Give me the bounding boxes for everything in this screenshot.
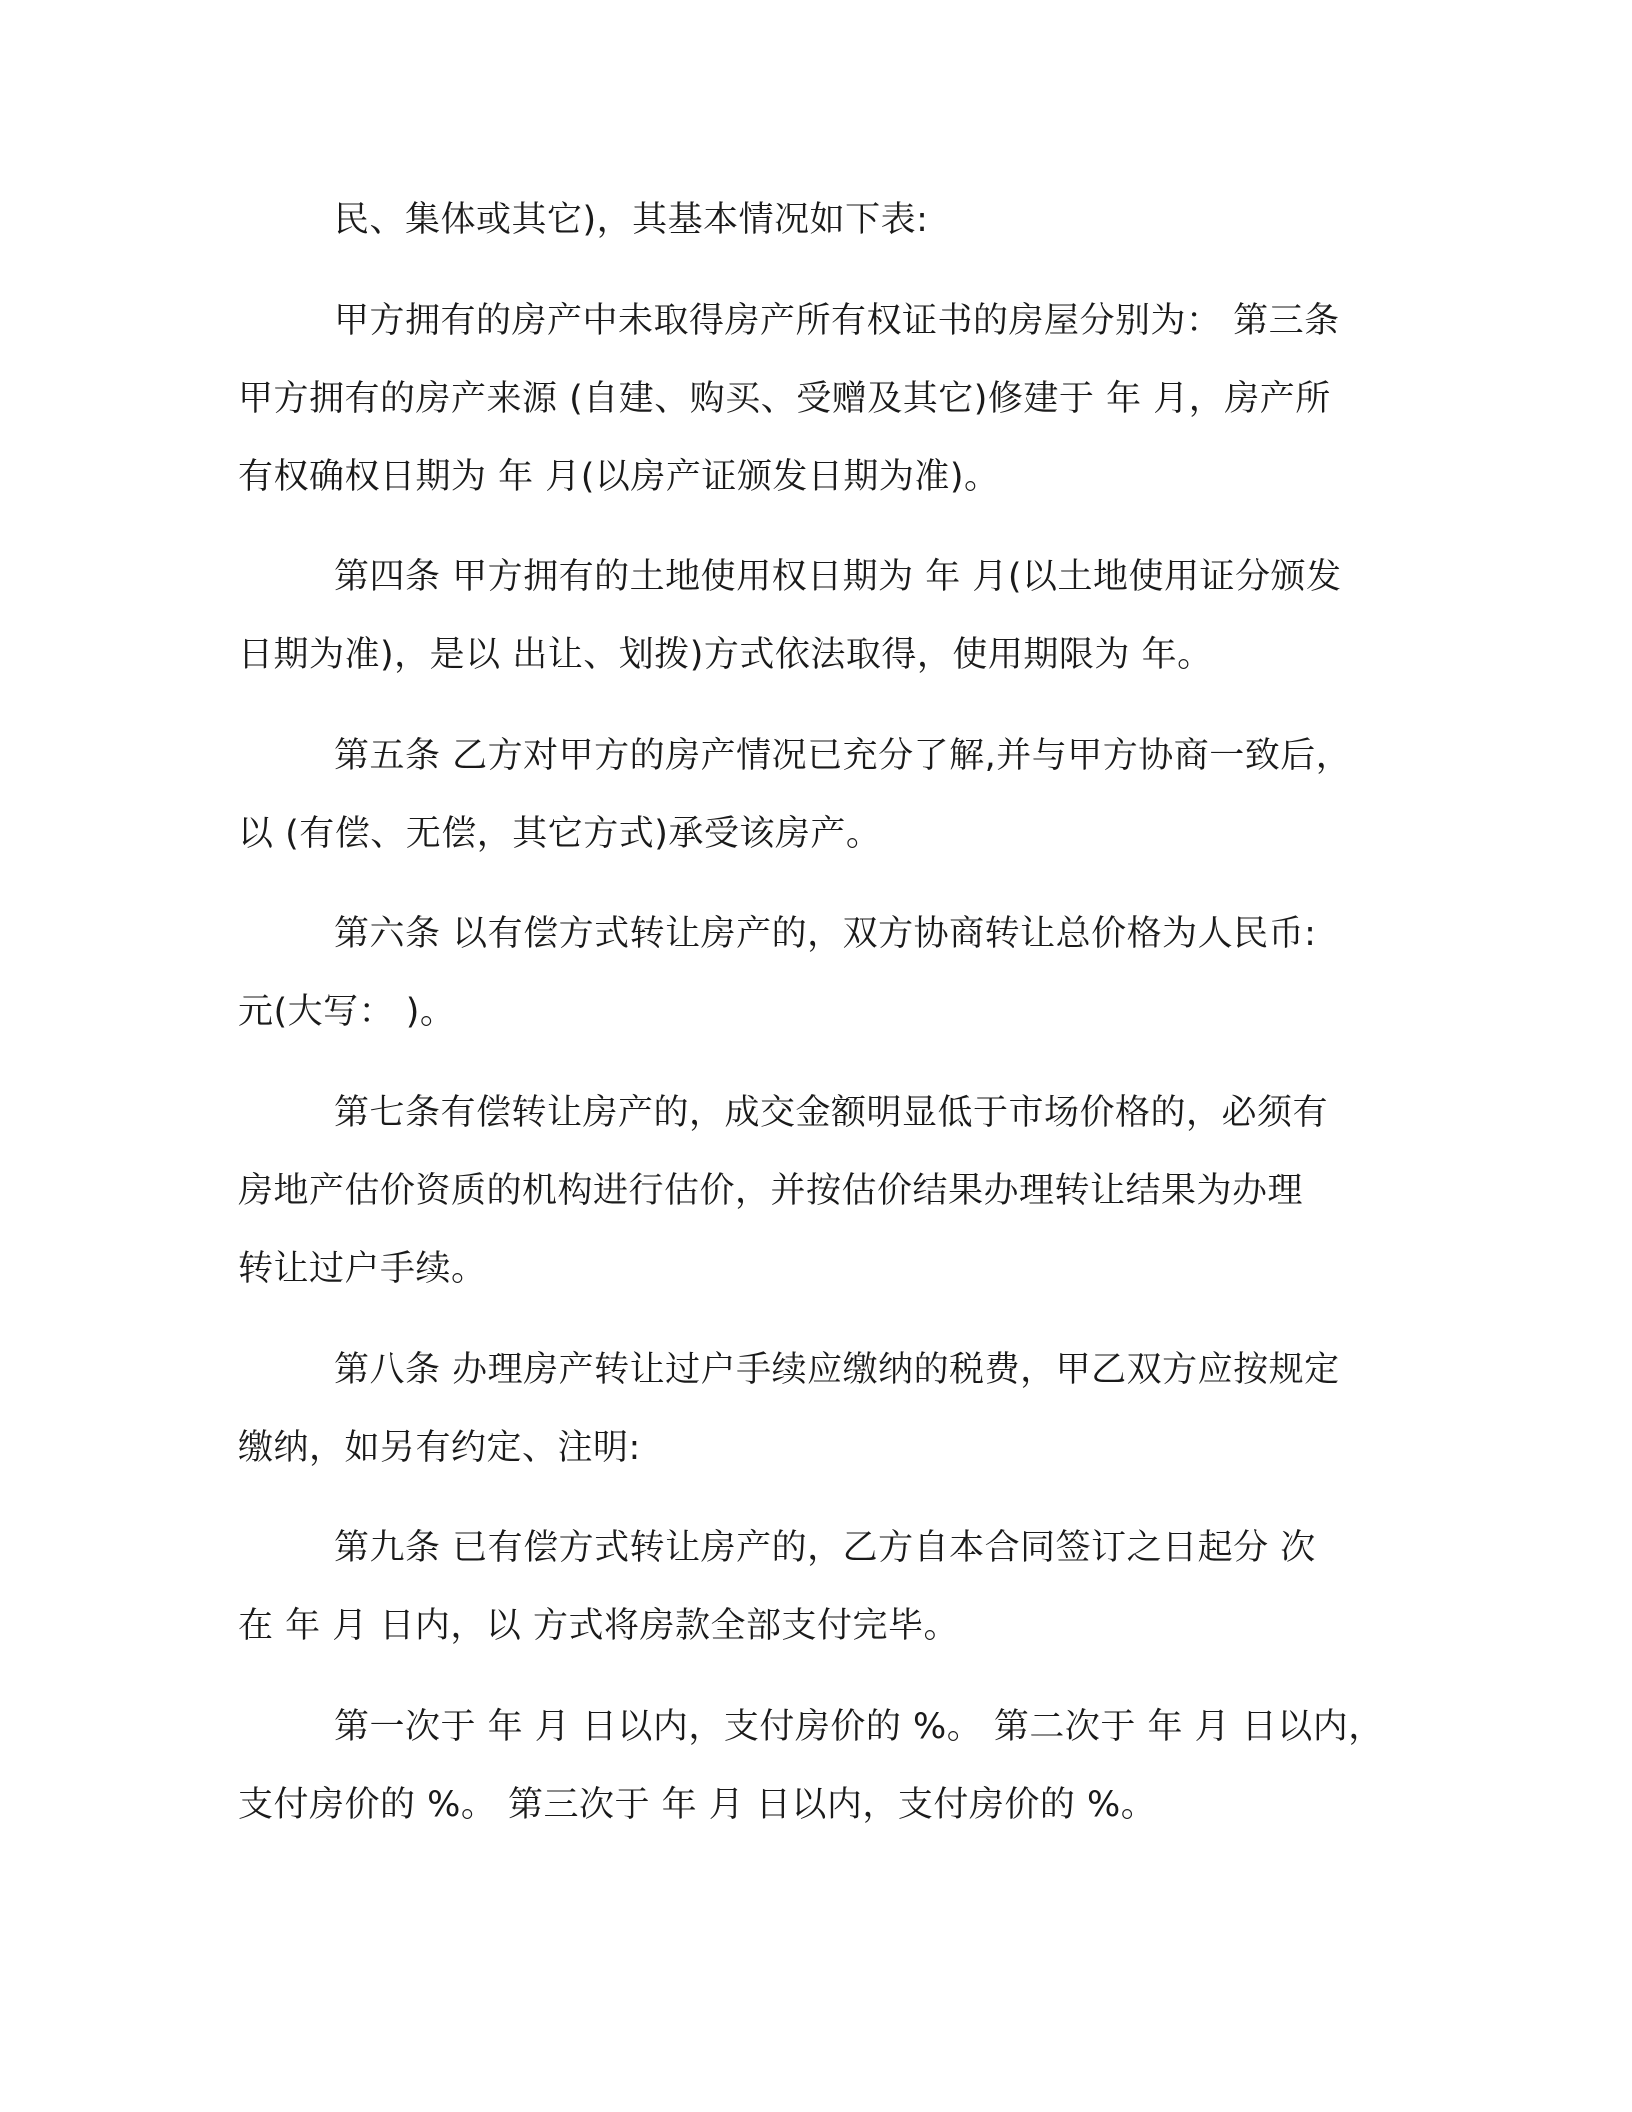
text-line: 第四条 甲方拥有的土地使用权日期为 年 月(以土地使用证分颁发 bbox=[334, 557, 1342, 597]
text-line: 在 年 月 日内，以 方式将房款全部支付完毕。 bbox=[238, 1606, 960, 1646]
text-line: 第六条 以有偿方式转让房产的，双方协商转让总价格为人民币: bbox=[334, 914, 1317, 954]
text-line: 第一次于 年 月 日以内，支付房价的 %。 第二次于 年 月 日以内， bbox=[334, 1707, 1384, 1747]
text-line: 元(大写： )。 bbox=[238, 992, 456, 1032]
text-line: 甲方拥有的房产中未取得房产所有权证书的房屋分别为： 第三条 bbox=[334, 301, 1340, 341]
text-line: 第九条 已有偿方式转让房产的，乙方自本合同签订之日起分 次 bbox=[334, 1528, 1316, 1568]
text-line: 第五条 乙方对甲方的房产情况已充分了解,并与甲方协商一致后， bbox=[334, 736, 1352, 776]
text-line: 甲方拥有的房产来源 (自建、购买、受赠及其它)修建于 年 月，房产所 bbox=[238, 379, 1331, 419]
text-line: 缴纳，如另有约定、注明: bbox=[238, 1428, 641, 1468]
text-line: 第七条有偿转让房产的，成交金额明显低于市场价格的，必须有 bbox=[334, 1093, 1329, 1133]
text-line: 第八条 办理房产转让过户手续应缴纳的税费，甲乙双方应按规定 bbox=[334, 1350, 1340, 1390]
text-line: 有权确权日期为 年 月(以房产证颁发日期为准)。 bbox=[238, 457, 1000, 497]
text-line: 转让过户手续。 bbox=[238, 1249, 487, 1289]
text-line: 民、集体或其它)，其基本情况如下表: bbox=[334, 200, 929, 240]
text-line: 以 (有偿、无偿，其它方式)承受该房产。 bbox=[238, 814, 882, 854]
text-line: 房地产估价资质的机构进行估价，并按估价结果办理转让结果为办理 bbox=[238, 1171, 1304, 1211]
text-line: 支付房价的 %。 第三次于 年 月 日以内，支付房价的 %。 bbox=[238, 1785, 1157, 1825]
text-line: 日期为准)，是以 出让、划拨)方式依法取得，使用期限为 年。 bbox=[238, 635, 1213, 675]
